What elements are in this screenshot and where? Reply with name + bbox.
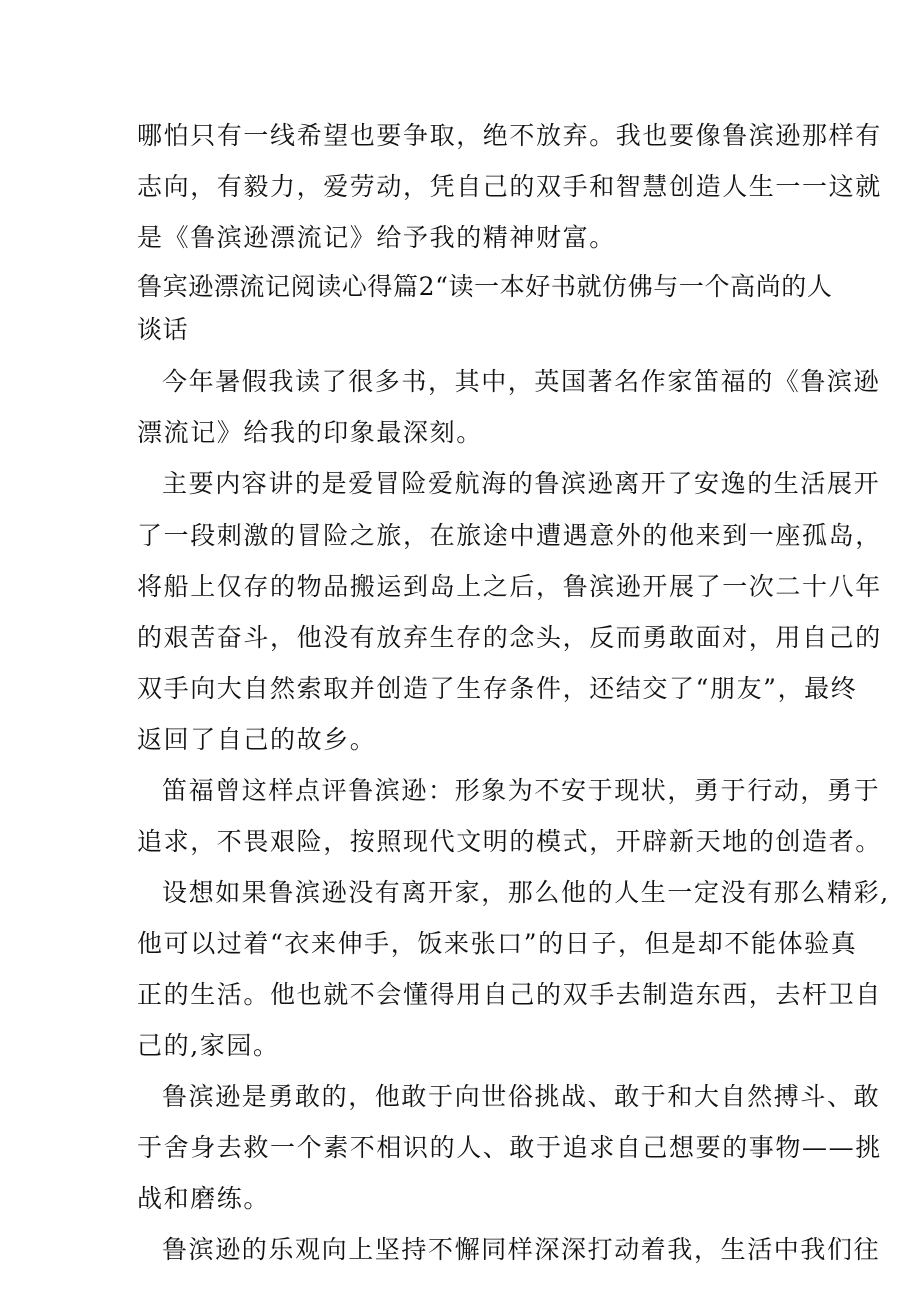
section-heading-line-1: 鲁宾逊漂流记阅读心得篇2“读一本好书就仿佛与一个高尚的人 — [137, 272, 833, 301]
paragraph-3-line-2: 追求，不畏艰险，按照现代文明的模式，开辟新天地的创造者。 — [137, 827, 882, 856]
paragraph-4-line-4: 己的,家园。 — [137, 1031, 280, 1060]
paragraph-4-line-1: 设想如果鲁滨逊没有离开家，那么他的人生一定没有那么精彩, — [162, 878, 890, 907]
paragraph-2-line-5: 双手向大自然索取并创造了生存条件，还结交了“朋友”，最终 — [137, 674, 858, 703]
text-line-1: 哪怕只有一线希望也要争取，绝不放弃。我也要像鲁滨逊那样有 — [137, 121, 882, 150]
section-heading-line-2: 谈话 — [137, 315, 189, 344]
paragraph-1-line-1: 今年暑假我读了很多书，其中，英国著名作家笛福的《鲁滨逊 — [162, 367, 881, 396]
paragraph-5-line-3: 战和磨练。 — [137, 1184, 271, 1213]
paragraph-4-line-3: 正的生活。他也就不会懂得用自己的双手去制造东西，去杆卫自 — [137, 980, 882, 1009]
paragraph-5-line-2: 于舍身去救一个素不相识的人、敢于追求自己想要的事物——挑 — [137, 1133, 882, 1162]
paragraph-6-line-1: 鲁滨逊的乐观向上坚持不懈同样深深打动着我，生活中我们往 — [162, 1235, 881, 1264]
paragraph-1-line-2: 漂流记》给我的印象最深刻。 — [137, 418, 483, 447]
paragraph-2-line-6: 返回了自己的故乡。 — [137, 725, 377, 754]
text-line-2: 志向，有毅力，爱劳动，凭自己的双手和智慧创造人生一一这就 — [137, 172, 882, 201]
paragraph-2-line-2: 了一段刺激的冒险之旅，在旅途中遭遇意外的他来到一座孤岛， — [137, 521, 882, 550]
paragraph-4-line-2: 他可以过着“衣来伸手，饭来张口”的日子，但是却不能体验真 — [137, 929, 858, 958]
paragraph-2-line-4: 的艰苦奋斗，他没有放弃生存的念头，反而勇敢面对，用自己的 — [137, 623, 882, 652]
paragraph-5-line-1: 鲁滨逊是勇敢的，他敢于向世俗挑战、敢于和大自然搏斗、敢 — [162, 1082, 881, 1111]
paragraph-2-line-1: 主要内容讲的是爱冒险爱航海的鲁滨逊离开了安逸的生活展开 — [162, 469, 881, 498]
paragraph-3-line-1: 笛福曾这样点评鲁滨逊：形象为不安于现状，勇于行动，勇于 — [162, 776, 881, 805]
text-line-3: 是《鲁滨逊漂流记》给予我的精神财富。 — [137, 223, 616, 252]
paragraph-2-line-3: 将船上仅存的物品搬运到岛上之后，鲁滨逊开展了一次二十八年 — [137, 572, 882, 601]
